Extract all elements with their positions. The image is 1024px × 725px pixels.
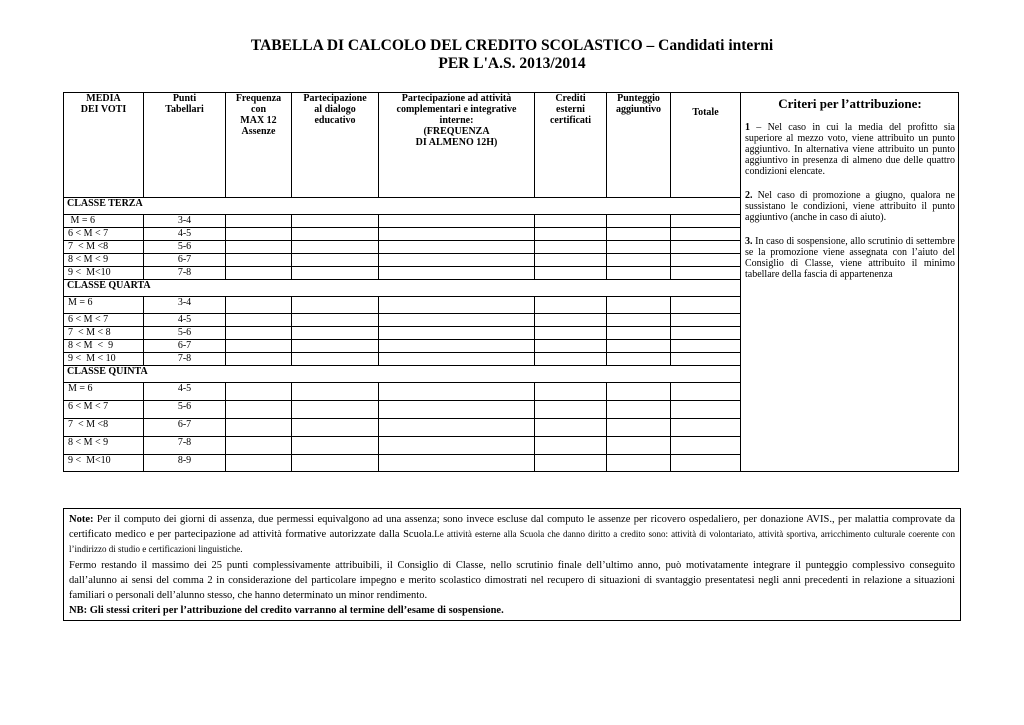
note-box bbox=[63, 508, 961, 621]
empty-cell bbox=[671, 241, 741, 254]
empty-cell bbox=[607, 437, 671, 455]
empty-cell bbox=[379, 267, 535, 280]
empty-cell bbox=[226, 314, 292, 327]
header-attivita: Partecipazione ad attività complementari e integrative interne: (FREQUENZA DI ALMENO 12H) bbox=[379, 93, 535, 198]
empty-cell bbox=[379, 383, 535, 401]
empty-cell bbox=[226, 419, 292, 437]
header-punti: Punti Tabellari bbox=[144, 93, 226, 198]
empty-cell bbox=[535, 254, 607, 267]
empty-cell bbox=[671, 254, 741, 267]
empty-cell bbox=[379, 401, 535, 419]
punti-cell: 6-7 bbox=[144, 340, 226, 353]
note-text-2: Fermo restando il massimo dei 25 punti complessivamente attribuibili, il Consiglio di Classe, nello scrutinio finale dell’ultimo anno, può motivatamente integrare il punteggio complessivo conseguito dall’alunno ai sensi del comma 2 in considerazione del particolare impegno e merito scolastico dimostrati nel recupero di situazioni di svantaggio presentatesi negli anni precedenti in relazione a situazioni familiari o personali dell’alunno stesso, che hanno determinato un minor rendimento. bbox=[69, 559, 955, 602]
criteria-cell bbox=[741, 93, 959, 472]
criteria-item-3: 3. In caso di sospensione, allo scrutinio di settembre se la promozione viene assegnata con l’aiuto del Consiglio di Classe, viene attribuito il minimo tabellare della fascia di appartenenza bbox=[745, 236, 955, 280]
empty-cell bbox=[607, 327, 671, 340]
media-cell: M = 6 bbox=[64, 297, 144, 314]
empty-cell bbox=[607, 383, 671, 401]
empty-cell bbox=[535, 215, 607, 228]
empty-cell bbox=[379, 228, 535, 241]
empty-cell bbox=[226, 297, 292, 314]
empty-cell bbox=[671, 419, 741, 437]
empty-cell bbox=[379, 254, 535, 267]
empty-cell bbox=[607, 254, 671, 267]
empty-cell bbox=[292, 254, 379, 267]
empty-cell bbox=[607, 314, 671, 327]
header-frequenza: Frequenza con MAX 12 Assenze bbox=[226, 93, 292, 198]
media-cell: 6 < M < 7 bbox=[64, 401, 144, 419]
media-cell: 6 < M < 7 bbox=[64, 228, 144, 241]
empty-cell bbox=[292, 215, 379, 228]
punti-cell: 3-4 bbox=[144, 297, 226, 314]
empty-cell bbox=[671, 327, 741, 340]
empty-cell bbox=[607, 228, 671, 241]
media-cell: 8 < M < 9 bbox=[64, 254, 144, 267]
empty-cell bbox=[671, 267, 741, 280]
empty-cell bbox=[379, 353, 535, 366]
empty-cell bbox=[535, 297, 607, 314]
header-media: MEDIA DEI VOTI bbox=[64, 93, 144, 198]
empty-cell bbox=[671, 455, 741, 472]
empty-cell bbox=[226, 437, 292, 455]
punti-cell: 4-5 bbox=[144, 383, 226, 401]
empty-cell bbox=[226, 455, 292, 472]
header-crediti: Crediti esterni certificati bbox=[535, 93, 607, 198]
criteria-item-1: 1 – Nel caso in cui la media del profitto sia superiore al mezzo voto, viene attribuito un punto aggiuntivo. In alternativa viene attribuito un punto aggiuntivo in presenza di almeno due delle quattro condizioni elencate. bbox=[745, 122, 955, 177]
empty-cell bbox=[535, 455, 607, 472]
credit-table bbox=[63, 92, 959, 472]
section-heading: CLASSE QUARTA bbox=[64, 280, 741, 297]
document-subtitle: PER L'A.S. 2013/2014 bbox=[438, 55, 586, 72]
empty-cell bbox=[226, 228, 292, 241]
criteria-title: Criteri per l’attribuzione: bbox=[778, 96, 922, 111]
empty-cell bbox=[292, 241, 379, 254]
empty-cell bbox=[226, 215, 292, 228]
empty-cell bbox=[607, 419, 671, 437]
empty-cell bbox=[607, 215, 671, 228]
media-cell: 7 < M < 8 bbox=[64, 327, 144, 340]
empty-cell bbox=[671, 383, 741, 401]
empty-cell bbox=[535, 383, 607, 401]
empty-cell bbox=[292, 228, 379, 241]
empty-cell bbox=[292, 297, 379, 314]
section-heading: CLASSE TERZA bbox=[64, 198, 741, 215]
note-label: Note: bbox=[69, 514, 94, 525]
empty-cell bbox=[226, 383, 292, 401]
empty-cell bbox=[671, 297, 741, 314]
note-nb: NB: Gli stessi criteri per l’attribuzione del credito varranno al termine dell’esame di sospensione. bbox=[69, 605, 504, 617]
punti-cell: 8-9 bbox=[144, 455, 226, 472]
empty-cell bbox=[535, 437, 607, 455]
empty-cell bbox=[292, 383, 379, 401]
empty-cell bbox=[379, 241, 535, 254]
media-cell: 9 < M<10 bbox=[64, 455, 144, 472]
empty-cell bbox=[535, 419, 607, 437]
empty-cell bbox=[226, 353, 292, 366]
empty-cell bbox=[292, 455, 379, 472]
document-title: TABELLA DI CALCOLO DEL CREDITO SCOLASTICO – Candidati interni bbox=[250, 37, 774, 54]
empty-cell bbox=[379, 340, 535, 353]
empty-cell bbox=[671, 215, 741, 228]
punti-cell: 7-8 bbox=[144, 267, 226, 280]
punti-cell: 6-7 bbox=[144, 419, 226, 437]
empty-cell bbox=[379, 455, 535, 472]
empty-cell bbox=[607, 267, 671, 280]
empty-cell bbox=[671, 401, 741, 419]
empty-cell bbox=[607, 353, 671, 366]
empty-cell bbox=[535, 228, 607, 241]
media-cell: 7 < M <8 bbox=[64, 419, 144, 437]
empty-cell bbox=[226, 267, 292, 280]
empty-cell bbox=[292, 340, 379, 353]
empty-cell bbox=[379, 437, 535, 455]
punti-cell: 4-5 bbox=[144, 314, 226, 327]
punti-cell: 4-5 bbox=[144, 228, 226, 241]
empty-cell bbox=[379, 297, 535, 314]
media-cell: 8 < M < 9 bbox=[64, 437, 144, 455]
criteria-item-2: 2. Nel caso di promozione a giugno, qualora ne sussistano le condizioni, viene attribuito il punto aggiuntivo (anche in caso di aiuto). bbox=[745, 190, 955, 223]
punti-cell: 6-7 bbox=[144, 254, 226, 267]
empty-cell bbox=[292, 419, 379, 437]
header-punteggio: Punteggio aggiuntivo bbox=[607, 93, 671, 198]
empty-cell bbox=[292, 437, 379, 455]
empty-cell bbox=[226, 241, 292, 254]
empty-cell bbox=[535, 327, 607, 340]
empty-cell bbox=[535, 267, 607, 280]
empty-cell bbox=[292, 267, 379, 280]
empty-cell bbox=[535, 401, 607, 419]
empty-cell bbox=[226, 340, 292, 353]
punti-cell: 7-8 bbox=[144, 437, 226, 455]
empty-cell bbox=[535, 241, 607, 254]
punti-cell: 5-6 bbox=[144, 241, 226, 254]
empty-cell bbox=[671, 437, 741, 455]
empty-cell bbox=[292, 353, 379, 366]
empty-cell bbox=[379, 314, 535, 327]
empty-cell bbox=[535, 314, 607, 327]
empty-cell bbox=[226, 254, 292, 267]
empty-cell bbox=[292, 327, 379, 340]
header-totale: Totale bbox=[671, 93, 741, 198]
note-text-1: Per il computo dei giorni di assenza, due permessi equivalgono ad una assenza; sono invece escluse dal computo le assenze per ricovero ospedaliero, per donazione AVIS., per malattia comprovate da certificato medico e per partecipazione ad attività formative autorizzate dalla Scuola. bbox=[69, 514, 955, 541]
empty-cell bbox=[226, 401, 292, 419]
media-cell: 9 < M<10 bbox=[64, 267, 144, 280]
empty-cell bbox=[292, 401, 379, 419]
empty-cell bbox=[379, 419, 535, 437]
punti-cell: 3-4 bbox=[144, 215, 226, 228]
empty-cell bbox=[535, 353, 607, 366]
punti-cell: 7-8 bbox=[144, 353, 226, 366]
media-cell: 6 < M < 7 bbox=[64, 314, 144, 327]
empty-cell bbox=[379, 215, 535, 228]
empty-cell bbox=[671, 228, 741, 241]
media-cell: 8 < M < 9 bbox=[64, 340, 144, 353]
media-cell: 9 < M < 10 bbox=[64, 353, 144, 366]
media-cell: M = 6 bbox=[64, 383, 144, 401]
media-cell: 7 < M <8 bbox=[64, 241, 144, 254]
empty-cell bbox=[607, 340, 671, 353]
empty-cell bbox=[607, 297, 671, 314]
empty-cell bbox=[292, 314, 379, 327]
empty-cell bbox=[671, 340, 741, 353]
header-dialogo: Partecipazione al dialogo educativo bbox=[292, 93, 379, 198]
empty-cell bbox=[379, 327, 535, 340]
empty-cell bbox=[607, 241, 671, 254]
empty-cell bbox=[607, 401, 671, 419]
note-text-small: Le attività esterne alla Scuola che danno diritto a credito sono: attività di volontariato, attività sportiva, arricchimento culturale coerente con l’indirizzo di studio e certificazioni linguistiche. bbox=[69, 529, 955, 555]
punti-cell: 5-6 bbox=[144, 401, 226, 419]
punti-cell: 5-6 bbox=[144, 327, 226, 340]
media-cell: M = 6 bbox=[64, 215, 144, 228]
empty-cell bbox=[671, 314, 741, 327]
empty-cell bbox=[607, 455, 671, 472]
empty-cell bbox=[671, 353, 741, 366]
empty-cell bbox=[226, 327, 292, 340]
empty-cell bbox=[535, 340, 607, 353]
section-heading: CLASSE QUINTA bbox=[64, 366, 741, 383]
